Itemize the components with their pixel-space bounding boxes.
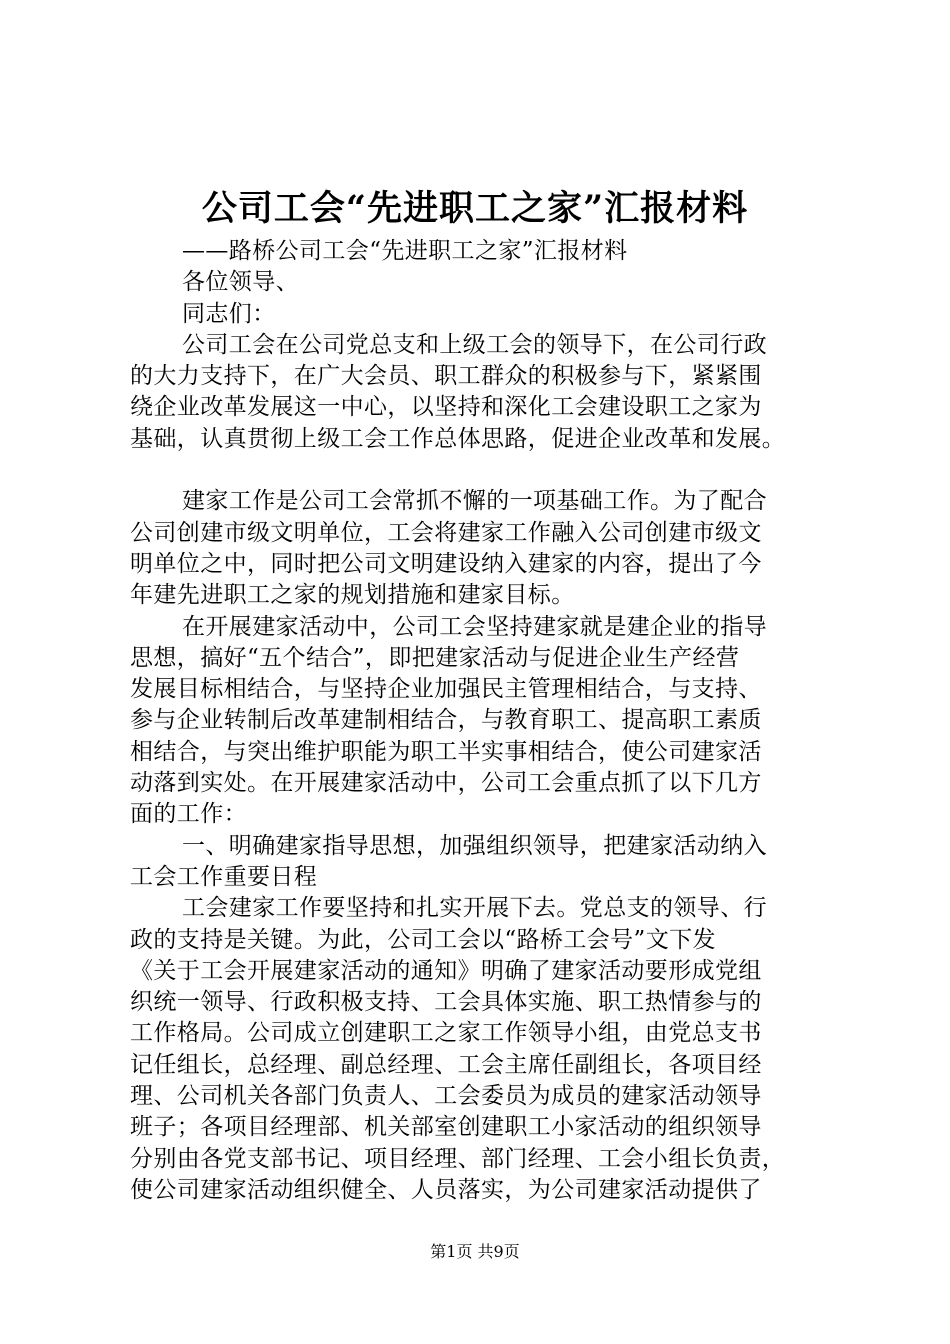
text-line: 同志们：: [182, 300, 276, 327]
text-line: 《关于工会开展建家活动的通知》明确了建家活动要形成党组: [130, 957, 762, 984]
page-footer: 第1页 共9页: [430, 1242, 520, 1261]
text-line: 思想，搞好“五个结合”，即把建家活动与促进企业生产经营: [130, 644, 740, 671]
text-line: ——路桥公司工会“先进职工之家”汇报材料: [182, 238, 628, 264]
text-line: 在开展建家活动中，公司工会坚持建家就是建企业的指导: [182, 613, 767, 640]
text-line: 动落到实处。在开展建家活动中，公司工会重点抓了以下几方: [130, 770, 762, 797]
text-line: 发展目标相结合，与坚持企业加强民主管理相结合，与支持、: [130, 676, 762, 703]
text-line: 绕企业改革发展这一中心，以坚持和深化工会建设职工之家为: [130, 394, 762, 421]
text-line: 明单位之中，同时把公司文明建设纳入建家的内容，提出了今: [130, 550, 762, 577]
document-title: 公司工会“先进职工之家”汇报材料: [201, 188, 749, 229]
text-line: 的大力支持下，在广大会员、职工群众的积极参与下，紧紧围: [130, 363, 762, 390]
text-line: 工作格局。公司成立创建职工之家工作领导小组，由党总支书: [130, 1020, 762, 1047]
text-line: 相结合，与突出维护职能为职工半实事相结合，使公司建家活: [130, 738, 762, 765]
document-body: [130, 236, 830, 1206]
text-line: 工会工作重要日程: [130, 863, 318, 890]
text-line: 各位领导、: [182, 269, 299, 296]
text-line: 基础，认真贯彻上级工会工作总体思路，促进企业改革和发展。: [130, 425, 786, 452]
text-line: 参与企业转制后改革建制相结合，与教育职工、提高职工素质: [130, 707, 762, 734]
text-line: 分别由各党支部书记、项目经理、部门经理、工会小组长负责，: [130, 1145, 786, 1172]
text-line: 年建先进职工之家的规划措施和建家目标。: [130, 582, 575, 609]
text-line: 公司创建市级文明单位，工会将建家工作融入公司创建市级文: [130, 519, 762, 546]
text-line: 记任组长，总经理、副总经理、工会主席任副组长，各项目经: [130, 1051, 762, 1078]
text-line: 公司工会在公司党总支和上级工会的领导下，在公司行政: [182, 331, 767, 358]
text-line: 一、明确建家指导思想，加强组织领导，把建家活动纳入: [182, 832, 767, 859]
text-line: 理、公司机关各部门负责人、工会委员为成员的建家活动领导: [130, 1083, 762, 1110]
blank-line: [130, 455, 830, 486]
text-line: 班子；各项目经理部、机关部室创建职工小家活动的组织领导: [130, 1114, 762, 1141]
text-line: 使公司建家活动组织健全、人员落实，为公司建家活动提供了: [130, 1176, 762, 1203]
text-line: 工会建家工作要坚持和扎实开展下去。党总支的领导、行: [182, 895, 767, 922]
text-line: 政的支持是关键。为此，公司工会以“路桥工会号”文下发: [130, 926, 716, 953]
text-line: 织统一领导、行政积极支持、工会具体实施、职工热情参与的: [130, 989, 762, 1016]
text-line: 建家工作是公司工会常抓不懈的一项基础工作。为了配合: [182, 488, 767, 515]
text-line: 面的工作：: [130, 801, 247, 828]
